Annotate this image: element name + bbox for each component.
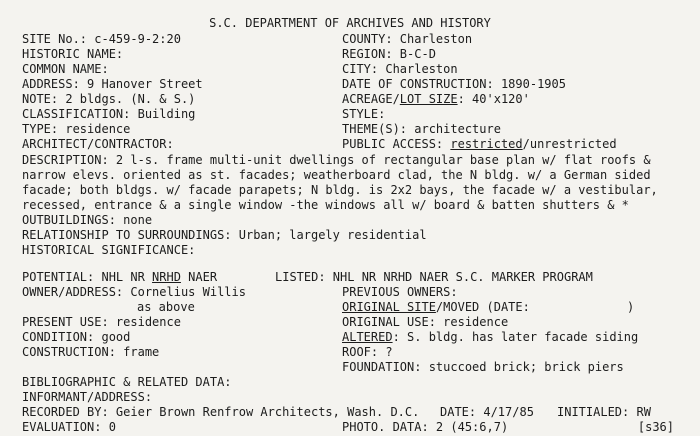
original-site-label: ORIGINAL SITE	[342, 300, 436, 314]
recorded-by: RECORDED BY: Geier Brown Renfrow Architects, Wash. D.C.	[22, 405, 420, 419]
potential-rest: NAER	[180, 270, 218, 284]
type: TYPE: residence	[22, 122, 131, 136]
acreage-label: ACREAGE/	[342, 92, 400, 106]
lot-size-label: LOT SIZE	[399, 92, 458, 106]
address: ADDRESS: 9 Hanover Street	[22, 77, 203, 91]
previous-owners: PREVIOUS OWNERS:	[342, 285, 458, 299]
city: CITY: Charleston	[342, 62, 458, 76]
row-architect	[22, 137, 692, 152]
potential	[22, 270, 217, 284]
restricted-text: restricted	[450, 137, 523, 151]
relationship-to-surroundings: RELATIONSHIP TO SURROUNDINGS: Urban; largely residential	[22, 228, 427, 242]
note: NOTE: 2 bldgs. (N. & S.)	[22, 92, 196, 106]
photo-data: PHOTO. DATA: 2 (45:6,7)	[342, 420, 509, 434]
original-use: ORIGINAL USE: residence	[342, 315, 509, 329]
page-title: S.C. DEPARTMENT OF ARCHIVES AND HISTORY	[209, 16, 491, 30]
style: STYLE:	[342, 107, 386, 121]
row-foundation	[22, 360, 692, 375]
evaluation: EVALUATION: 0	[22, 420, 116, 434]
construction: CONSTRUCTION: frame	[22, 345, 160, 359]
row-recorded-by	[22, 405, 692, 420]
historical-significance: HISTORICAL SIGNIFICANCE:	[22, 243, 196, 257]
row-type	[22, 122, 692, 137]
row-owner	[22, 285, 692, 300]
potential-nrhd: NRHD	[152, 270, 181, 284]
region: REGION: B-C-D	[342, 47, 436, 61]
acreage-value: : 40'x120'	[457, 92, 530, 106]
row-classification	[22, 107, 692, 122]
row-site	[22, 32, 692, 47]
architect-contractor: ARCHITECT/CONTRACTOR:	[22, 137, 174, 151]
listed: LISTED: NHL NR NRHD NAER S.C. MARKER PROGRAM	[275, 270, 593, 284]
description-line-4: recessed, entrance & a single window -the windows all w/ board & batten shutters & *	[22, 198, 629, 212]
classification: CLASSIFICATION: Building	[22, 107, 196, 121]
altered-label: ALTERED	[342, 330, 393, 344]
row-present-use	[22, 315, 692, 330]
date-of-construction: DATE OF CONSTRUCTION: 1890-1905	[342, 77, 566, 91]
unrestricted-text: /unrestricted	[522, 137, 617, 151]
owner-address: OWNER/ADDRESS: Cornelius Willis	[22, 285, 246, 299]
site-number: SITE No.: c-459-9-2:20	[22, 32, 181, 46]
acreage	[342, 92, 530, 107]
original-site-moved	[342, 300, 530, 315]
row-construction	[22, 345, 692, 360]
outbuildings: OUTBUILDINGS: none	[22, 213, 153, 227]
row-owner-2	[22, 300, 692, 315]
historic-name: HISTORIC NAME:	[22, 47, 124, 61]
public-access-label: PUBLIC ACCESS:	[342, 137, 451, 151]
description-line-3: facade; both bldgs. w/ facade parapets; N bldg. is 2x2 bays, the facade w/ a vestibular,	[22, 183, 658, 197]
owner-line-2: as above	[137, 300, 195, 314]
potential-label: POTENTIAL: NHL NR	[22, 270, 153, 284]
row-note	[22, 92, 692, 107]
description-line-1: DESCRIPTION: 2 l-s. frame multi-unit dwellings of rectangular base plan w/ flat roofs &	[22, 153, 651, 167]
row-historic-name	[22, 47, 692, 62]
row-condition	[22, 330, 692, 345]
foundation: FOUNDATION: stuccoed brick; brick piers	[342, 360, 624, 374]
card-code: [s36]	[637, 420, 674, 434]
row-potential	[22, 270, 692, 285]
common-name: COMMON NAME:	[22, 62, 109, 76]
informant-address: INFORMANT/ADDRESS:	[22, 390, 153, 404]
county: COUNTY: Charleston	[342, 32, 473, 46]
present-use: PRESENT USE: residence	[22, 315, 181, 329]
altered	[342, 330, 638, 345]
moved-close: )	[627, 300, 635, 314]
record-date: DATE: 4/17/85	[440, 405, 534, 419]
description-line-2: narrow elevs. oriented as st. facades; weatherboard clad, the N bldg. w/ a German sided	[22, 168, 651, 182]
row-address	[22, 77, 692, 92]
roof: ROOF: ?	[342, 345, 393, 359]
condition: CONDITION: good	[22, 330, 131, 344]
initialed: INITIALED: RW	[557, 405, 651, 419]
row-common-name	[22, 62, 692, 77]
row-evaluation	[22, 420, 692, 435]
moved-text: /MOVED (DATE:	[435, 300, 530, 314]
bibliographic-related-data: BIBLIOGRAPHIC & RELATED DATA:	[22, 375, 232, 389]
altered-value: : S. bldg. has later facade siding	[392, 330, 639, 344]
themes: THEME(S): architecture	[342, 122, 501, 136]
public-access	[342, 137, 617, 152]
